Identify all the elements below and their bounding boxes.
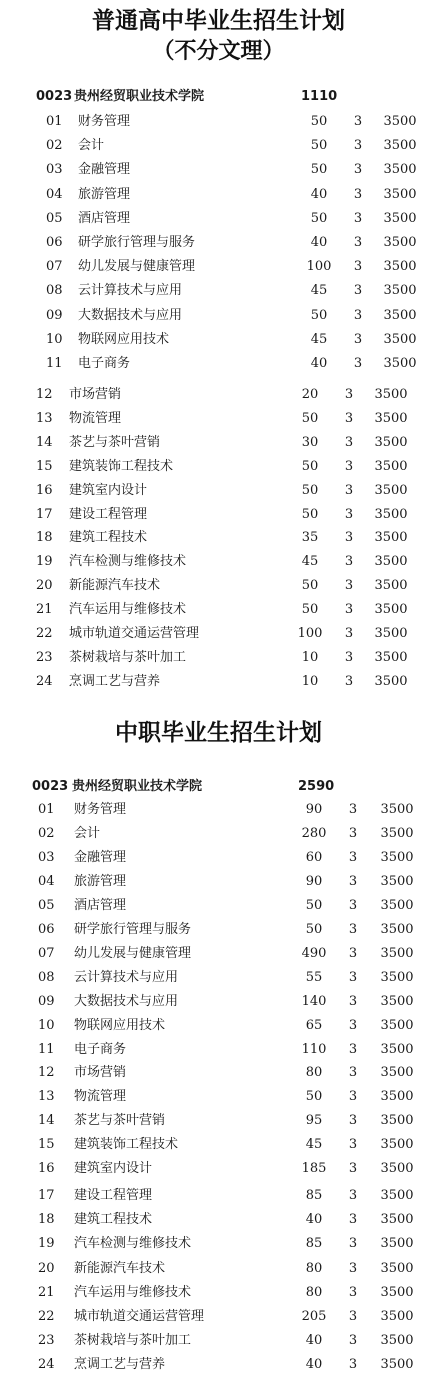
table-row (0, 1040, 437, 1060)
row-number: 20 (38, 1260, 55, 1276)
study-years: 3 (348, 1357, 358, 1373)
study-years: 3 (348, 1089, 358, 1105)
row-number: 15 (36, 458, 53, 474)
enrollment-quota: 30 (301, 434, 319, 450)
tuition-fee: 3500 (383, 186, 417, 202)
tuition-fee: 3500 (374, 482, 408, 498)
major-name: 市场营销 (74, 1065, 127, 1081)
row-number: 15 (38, 1137, 55, 1153)
section2-title: 中职毕业生招生计划 (115, 720, 322, 746)
study-years: 3 (348, 1212, 358, 1228)
study-years: 3 (353, 235, 363, 250)
enrollment-quota: 50 (305, 921, 323, 937)
study-years: 3 (353, 331, 363, 347)
study-years: 3 (344, 626, 354, 641)
enrollment-quota: 50 (305, 897, 323, 913)
table-row (0, 648, 437, 668)
study-years: 3 (348, 969, 358, 985)
enrollment-quota: 95 (305, 1113, 323, 1129)
enrollment-quota: 50 (310, 307, 328, 323)
tuition-fee: 3500 (374, 649, 408, 665)
row-number: 09 (38, 993, 55, 1009)
table-row (0, 1063, 437, 1083)
major-name: 茶树栽培与茶叶加工 (74, 1333, 192, 1349)
study-years: 3 (344, 530, 354, 546)
table-row (0, 1186, 437, 1206)
tuition-fee: 3500 (380, 849, 414, 865)
enrollment-quota: 80 (305, 1065, 323, 1081)
row-number: 10 (38, 1017, 55, 1033)
major-name: 幼儿发展与健康管理 (74, 945, 192, 961)
enrollment-quota: 280 (301, 825, 327, 841)
study-years: 3 (353, 283, 363, 299)
major-name: 茶艺与茶叶营销 (69, 434, 161, 450)
major-name: 汽车检测与维修技术 (74, 1236, 192, 1252)
major-name: 电子商务 (74, 1041, 127, 1057)
study-years: 3 (344, 554, 354, 570)
table-row (0, 1159, 437, 1179)
tuition-fee: 3500 (380, 1065, 414, 1081)
enrollment-quota: 140 (301, 993, 327, 1009)
table-row (0, 385, 437, 405)
table-row (0, 306, 437, 326)
tuition-fee: 3500 (383, 235, 417, 250)
row-number: 14 (36, 434, 53, 450)
enrollment-quota: 45 (305, 1137, 323, 1153)
table-row (0, 872, 437, 892)
major-name: 大数据技术与应用 (74, 993, 179, 1009)
enrollment-quota: 80 (305, 1260, 323, 1276)
major-name: 金融管理 (74, 849, 127, 865)
major-name: 茶树栽培与茶叶加工 (69, 649, 187, 665)
tuition-fee: 3500 (380, 1333, 414, 1349)
table-row (0, 1135, 437, 1155)
row-number: 01 (38, 802, 55, 817)
study-years: 3 (348, 1065, 358, 1081)
row-number: 03 (46, 162, 63, 178)
table-row (0, 672, 437, 692)
study-years: 3 (353, 259, 363, 275)
major-name: 建筑工程技术 (74, 1212, 153, 1228)
school-total: 2590 (298, 779, 335, 794)
table-row (0, 1111, 437, 1131)
major-name: 建筑装饰工程技术 (69, 458, 174, 474)
study-years: 3 (348, 1188, 358, 1203)
table-row (0, 257, 437, 277)
study-years: 3 (344, 602, 354, 618)
major-name: 物流管理 (69, 410, 122, 426)
study-years: 3 (348, 873, 358, 889)
row-number: 17 (38, 1188, 55, 1203)
study-years: 3 (348, 849, 358, 865)
major-name: 电子商务 (78, 356, 131, 371)
enrollment-quota: 40 (305, 1357, 323, 1373)
row-number: 23 (38, 1333, 55, 1349)
table-row (0, 136, 437, 156)
study-years: 3 (353, 186, 363, 202)
study-years: 3 (348, 921, 358, 937)
study-years: 3 (348, 1041, 358, 1057)
tuition-fee: 3500 (374, 673, 408, 689)
tuition-fee: 3500 (383, 210, 417, 226)
row-number: 03 (38, 849, 55, 865)
row-number: 06 (38, 921, 55, 937)
enrollment-quota: 90 (305, 873, 323, 889)
enrollment-quota: 50 (301, 458, 319, 474)
study-years: 3 (348, 1113, 358, 1129)
enrollment-quota: 20 (301, 387, 319, 402)
tuition-fee: 3500 (374, 434, 408, 450)
enrollment-quota: 110 (301, 1041, 327, 1057)
row-number: 04 (46, 186, 63, 202)
table-row (0, 1234, 437, 1254)
enrollment-quota: 50 (310, 162, 328, 178)
major-name: 研学旅行管理与服务 (74, 921, 192, 937)
row-number: 18 (36, 530, 53, 546)
row-number: 12 (36, 387, 53, 402)
study-years: 3 (348, 1284, 358, 1300)
row-number: 14 (38, 1113, 55, 1129)
study-years: 3 (353, 356, 363, 371)
table-row (0, 800, 437, 820)
table-row (0, 528, 437, 548)
major-name: 新能源汽车技术 (74, 1260, 166, 1276)
table-row (0, 160, 437, 180)
major-name: 金融管理 (78, 162, 131, 178)
tuition-fee: 3500 (374, 602, 408, 618)
study-years: 3 (348, 945, 358, 961)
tuition-fee: 3500 (374, 578, 408, 594)
enrollment-quota: 90 (305, 802, 323, 817)
enrollment-quota: 80 (305, 1284, 323, 1300)
table-row (0, 552, 437, 572)
enrollment-quota: 50 (310, 114, 328, 129)
school-total: 1110 (301, 89, 338, 104)
tuition-fee: 3500 (380, 993, 414, 1009)
tuition-fee: 3500 (380, 1212, 414, 1228)
row-number: 07 (38, 945, 55, 961)
row-number: 10 (46, 331, 63, 347)
school-code: 0023 (32, 779, 69, 794)
tuition-fee: 3500 (383, 356, 417, 371)
row-number: 02 (38, 825, 55, 841)
row-number: 06 (46, 235, 63, 250)
enrollment-quota: 35 (301, 530, 319, 546)
enrollment-quota: 100 (306, 259, 332, 275)
enrollment-quota: 185 (301, 1161, 327, 1177)
major-name: 烹调工艺与营养 (69, 673, 161, 689)
row-number: 17 (36, 506, 53, 522)
tuition-fee: 3500 (380, 1260, 414, 1276)
table-row (0, 330, 437, 350)
tuition-fee: 3500 (383, 331, 417, 347)
tuition-fee: 3500 (374, 387, 408, 402)
tuition-fee: 3500 (374, 626, 408, 641)
row-number: 16 (38, 1161, 55, 1177)
table-row (0, 968, 437, 988)
table-row (0, 1355, 437, 1375)
table-row (0, 992, 437, 1012)
major-name: 汽车检测与维修技术 (69, 554, 187, 570)
row-number: 05 (38, 897, 55, 913)
major-name: 物联网应用技术 (74, 1017, 166, 1033)
tuition-fee: 3500 (383, 162, 417, 178)
table-row (0, 433, 437, 453)
major-name: 会计 (74, 825, 101, 841)
table-row (0, 209, 437, 229)
section1-title: 普通高中毕业生招生计划 (92, 8, 345, 34)
major-name: 建设工程管理 (69, 506, 148, 522)
study-years: 3 (353, 307, 363, 323)
major-name: 幼儿发展与健康管理 (78, 259, 196, 275)
tuition-fee: 3500 (383, 307, 417, 323)
table-row (0, 354, 437, 374)
tuition-fee: 3500 (380, 1041, 414, 1057)
study-years: 3 (353, 138, 363, 154)
table-row (0, 233, 437, 253)
study-years: 3 (344, 673, 354, 689)
row-number: 24 (38, 1357, 55, 1373)
row-number: 02 (46, 138, 63, 154)
enrollment-quota: 40 (305, 1212, 323, 1228)
school-name: 贵州经贸职业技术学院 (72, 779, 203, 794)
school-code: 0023 (36, 89, 73, 104)
tuition-fee: 3500 (380, 1017, 414, 1033)
row-number: 23 (36, 649, 53, 665)
tuition-fee: 3500 (374, 458, 408, 474)
enrollment-quota: 50 (301, 482, 319, 498)
study-years: 3 (344, 649, 354, 665)
major-name: 财务管理 (78, 114, 131, 129)
row-number: 24 (36, 673, 53, 689)
table-row (0, 185, 437, 205)
row-number: 11 (46, 356, 63, 371)
study-years: 3 (344, 434, 354, 450)
study-years: 3 (344, 578, 354, 594)
tuition-fee: 3500 (374, 410, 408, 426)
study-years: 3 (344, 410, 354, 426)
study-years: 3 (348, 1309, 358, 1324)
major-name: 云计算技术与应用 (78, 283, 183, 299)
table-row (0, 505, 437, 525)
table-row (0, 920, 437, 940)
row-number: 11 (38, 1041, 55, 1057)
major-name: 新能源汽车技术 (69, 578, 161, 594)
major-name: 建设工程管理 (74, 1188, 153, 1203)
table-row (0, 1087, 437, 1107)
tuition-fee: 3500 (380, 1284, 414, 1300)
table-row (0, 576, 437, 596)
table-row (0, 944, 437, 964)
tuition-fee: 3500 (380, 825, 414, 841)
tuition-fee: 3500 (383, 283, 417, 299)
row-number: 04 (38, 873, 55, 889)
enrollment-quota: 45 (310, 283, 328, 299)
study-years: 3 (348, 897, 358, 913)
major-name: 茶艺与茶叶营销 (74, 1113, 166, 1129)
tuition-fee: 3500 (380, 1089, 414, 1105)
major-name: 旅游管理 (74, 873, 127, 889)
major-name: 会计 (78, 138, 105, 154)
row-number: 13 (36, 410, 53, 426)
major-name: 建筑室内设计 (69, 482, 148, 498)
row-number: 09 (46, 307, 63, 323)
tuition-fee: 3500 (380, 1236, 414, 1252)
enrollment-quota: 50 (301, 578, 319, 594)
table-row (0, 1259, 437, 1279)
study-years: 3 (348, 1017, 358, 1033)
study-years: 3 (344, 458, 354, 474)
tuition-fee: 3500 (380, 1357, 414, 1373)
enrollment-quota: 205 (301, 1309, 327, 1324)
table-row (0, 1210, 437, 1230)
tuition-fee: 3500 (380, 921, 414, 937)
row-number: 20 (36, 578, 53, 594)
tuition-fee: 3500 (383, 114, 417, 129)
major-name: 旅游管理 (78, 186, 131, 202)
major-name: 城市轨道交通运营管理 (74, 1309, 205, 1324)
enrollment-quota: 50 (310, 210, 328, 226)
table-row (0, 1283, 437, 1303)
study-years: 3 (348, 802, 358, 817)
tuition-fee: 3500 (380, 873, 414, 889)
study-years: 3 (348, 1137, 358, 1153)
enrollment-quota: 45 (301, 554, 319, 570)
major-name: 城市轨道交通运营管理 (69, 626, 200, 641)
row-number: 19 (36, 554, 53, 570)
row-number: 22 (38, 1309, 55, 1324)
enrollment-quota: 55 (305, 969, 323, 985)
table-row (0, 600, 437, 620)
major-name: 市场营销 (69, 387, 122, 402)
major-name: 烹调工艺与营养 (74, 1357, 166, 1373)
study-years: 3 (353, 162, 363, 178)
tuition-fee: 3500 (374, 554, 408, 570)
table-row (0, 481, 437, 501)
major-name: 酒店管理 (74, 897, 127, 913)
school-name: 贵州经贸职业技术学院 (74, 89, 205, 104)
major-name: 汽车运用与维修技术 (74, 1284, 192, 1300)
major-name: 云计算技术与应用 (74, 969, 179, 985)
row-number: 21 (36, 602, 53, 618)
table-row (0, 824, 437, 844)
study-years: 3 (344, 482, 354, 498)
enrollment-quota: 490 (301, 945, 327, 961)
table-row (0, 1331, 437, 1351)
major-name: 物流管理 (74, 1089, 127, 1105)
study-years: 3 (344, 387, 354, 402)
enrollment-quota: 85 (305, 1188, 323, 1203)
study-years: 3 (348, 1333, 358, 1349)
enrollment-quota: 40 (310, 186, 328, 202)
tuition-fee: 3500 (380, 945, 414, 961)
tuition-fee: 3500 (374, 530, 408, 546)
enrollment-quota: 10 (301, 649, 319, 665)
study-years: 3 (353, 210, 363, 226)
enrollment-quota: 50 (301, 410, 319, 426)
enrollment-quota: 85 (305, 1236, 323, 1252)
tuition-fee: 3500 (380, 1309, 414, 1324)
table-row (0, 624, 437, 644)
enrollment-quota: 40 (305, 1333, 323, 1349)
row-number: 07 (46, 259, 63, 275)
tuition-fee: 3500 (374, 506, 408, 522)
enrollment-quota: 50 (301, 602, 319, 618)
row-number: 22 (36, 626, 53, 641)
row-number: 12 (38, 1065, 55, 1081)
major-name: 酒店管理 (78, 210, 131, 226)
row-number: 08 (46, 283, 63, 299)
section1-subtitle: （不分文理） (152, 39, 285, 64)
tuition-fee: 3500 (380, 969, 414, 985)
enrollment-quota: 60 (305, 849, 323, 865)
table-row (0, 1016, 437, 1036)
major-name: 建筑装饰工程技术 (74, 1137, 179, 1153)
row-number: 05 (46, 210, 63, 226)
tuition-fee: 3500 (380, 897, 414, 913)
study-years: 3 (348, 1161, 358, 1177)
tuition-fee: 3500 (380, 1188, 414, 1203)
enrollment-quota: 100 (297, 626, 323, 641)
row-number: 19 (38, 1236, 55, 1252)
tuition-fee: 3500 (380, 1161, 414, 1177)
enrollment-quota: 65 (305, 1017, 323, 1033)
row-number: 16 (36, 482, 53, 498)
table-row (0, 896, 437, 916)
major-name: 物联网应用技术 (78, 331, 170, 347)
study-years: 3 (348, 993, 358, 1009)
row-number: 21 (38, 1284, 55, 1300)
tuition-fee: 3500 (380, 802, 414, 817)
table-row (0, 409, 437, 429)
tuition-fee: 3500 (383, 259, 417, 275)
table-row (0, 112, 437, 132)
table-row (0, 1307, 437, 1327)
row-number: 18 (38, 1212, 55, 1228)
tuition-fee: 3500 (380, 1137, 414, 1153)
enrollment-quota: 40 (310, 235, 328, 250)
major-name: 建筑工程技术 (69, 530, 148, 546)
enrollment-quota: 50 (305, 1089, 323, 1105)
table-row (0, 457, 437, 477)
study-years: 3 (353, 114, 363, 129)
study-years: 3 (348, 825, 358, 841)
major-name: 建筑室内设计 (74, 1161, 153, 1177)
enrollment-quota: 50 (310, 138, 328, 154)
table-row (0, 281, 437, 301)
row-number: 13 (38, 1089, 55, 1105)
study-years: 3 (348, 1260, 358, 1276)
row-number: 01 (46, 114, 63, 129)
major-name: 研学旅行管理与服务 (78, 235, 196, 250)
table-row (0, 848, 437, 868)
row-number: 08 (38, 969, 55, 985)
major-name: 大数据技术与应用 (78, 307, 183, 323)
major-name: 汽车运用与维修技术 (69, 602, 187, 618)
study-years: 3 (344, 506, 354, 522)
tuition-fee: 3500 (383, 138, 417, 154)
major-name: 财务管理 (74, 802, 127, 817)
enrollment-quota: 40 (310, 356, 328, 371)
study-years: 3 (348, 1236, 358, 1252)
enrollment-quota: 45 (310, 331, 328, 347)
enrollment-quota: 10 (301, 673, 319, 689)
tuition-fee: 3500 (380, 1113, 414, 1129)
enrollment-quota: 50 (301, 506, 319, 522)
